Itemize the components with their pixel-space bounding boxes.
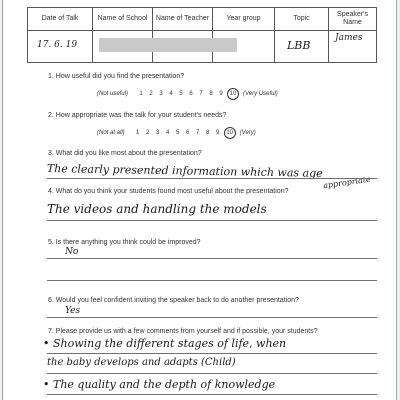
question-7-answer-line-2: the baby develops and adapts (Child) [47, 357, 236, 368]
answer-line [47, 394, 377, 395]
scale-option: 9 [216, 130, 220, 136]
date-value: 17. 6. 19 [37, 40, 78, 50]
question-5-answer: No [65, 247, 79, 257]
topic-value: LBB [287, 39, 311, 52]
year-group-cell [213, 31, 275, 63]
teacher-cell [153, 31, 213, 63]
scale-option: 6 [189, 91, 193, 97]
question-2-rating-scale [97, 127, 256, 139]
question-7-text: 7. Please provide us with a few comments from yourself and if possible, your students? [48, 328, 318, 335]
school-cell [93, 31, 153, 63]
scale-high-label: (Very Useful) [243, 91, 278, 97]
scale-option: 4 [169, 91, 173, 97]
column-header-date: Date of Talk [28, 8, 93, 31]
scale-option: 2 [146, 130, 150, 136]
question-6-answer: Yes [65, 306, 81, 316]
scale-option: 7 [199, 91, 203, 97]
question-1-rating-scale [97, 88, 278, 100]
question-6-text: 6. Would you feel confident inviting the speaker back to do another presentation? [48, 297, 299, 304]
question-3-answer-continued: appropriate [322, 174, 372, 191]
answer-line [47, 220, 377, 221]
question-2-text: 2. How appropriate was the talk for your student's needs? [48, 112, 227, 119]
column-header-teacher: Name of Teacher [153, 8, 213, 31]
answer-line [47, 317, 377, 318]
scale-option: 3 [156, 130, 160, 136]
question-7-answer-line-3: • The quality and the depth of knowledge [43, 378, 276, 391]
answer-line [47, 178, 377, 179]
question-4-answer: The videos and handling the models [47, 202, 267, 216]
answer-line [47, 353, 377, 354]
date-cell [28, 31, 93, 63]
column-header-speaker: Speaker's Name [329, 8, 377, 31]
scale-option: 1 [136, 130, 140, 136]
scale-option: 2 [149, 91, 153, 97]
scale-option: 5 [176, 130, 180, 136]
scale-option: 7 [196, 130, 200, 136]
scale-option: 5 [179, 91, 183, 97]
question-5-text: 5. Is there anything you think could be improved? [48, 239, 201, 246]
column-header-year-group: Year group [213, 8, 275, 31]
column-header-school: Name of School [93, 8, 153, 31]
scale-low-label: (Not at all) [97, 130, 125, 136]
scale-option: 4 [166, 130, 170, 136]
scale-option: 9 [219, 91, 223, 97]
scale-option-selected: 10 [227, 88, 239, 100]
speaker-value: James [335, 33, 363, 43]
question-7-answer-line-1: • Showing the different stages of life, when [43, 337, 287, 350]
scale-option: 3 [159, 91, 163, 97]
answer-line [47, 373, 377, 374]
question-3-answer: The clearly presented information which was age [46, 162, 323, 180]
column-header-topic: Topic [275, 8, 329, 31]
topic-cell [275, 31, 329, 63]
talk-details-table [27, 7, 377, 63]
speaker-cell [329, 31, 377, 63]
question-1-text: 1. How useful did you find the presentation? [48, 73, 185, 80]
scale-option-selected: 10 [224, 127, 236, 139]
feedback-form-page [2, 0, 397, 400]
answer-line [47, 258, 377, 259]
scale-option: 6 [186, 130, 190, 136]
answer-line [47, 280, 377, 281]
scale-option: 8 [209, 91, 213, 97]
question-4-text: 4. What do you think your students found most useful about the presentation? [48, 188, 289, 195]
scale-high-label: (Very) [239, 130, 256, 136]
question-3-text: 3. What did you like most about the presentation? [48, 150, 202, 157]
scale-option: 8 [206, 130, 210, 136]
scale-option: 1 [139, 91, 143, 97]
scale-low-label: (Not useful) [97, 91, 129, 97]
